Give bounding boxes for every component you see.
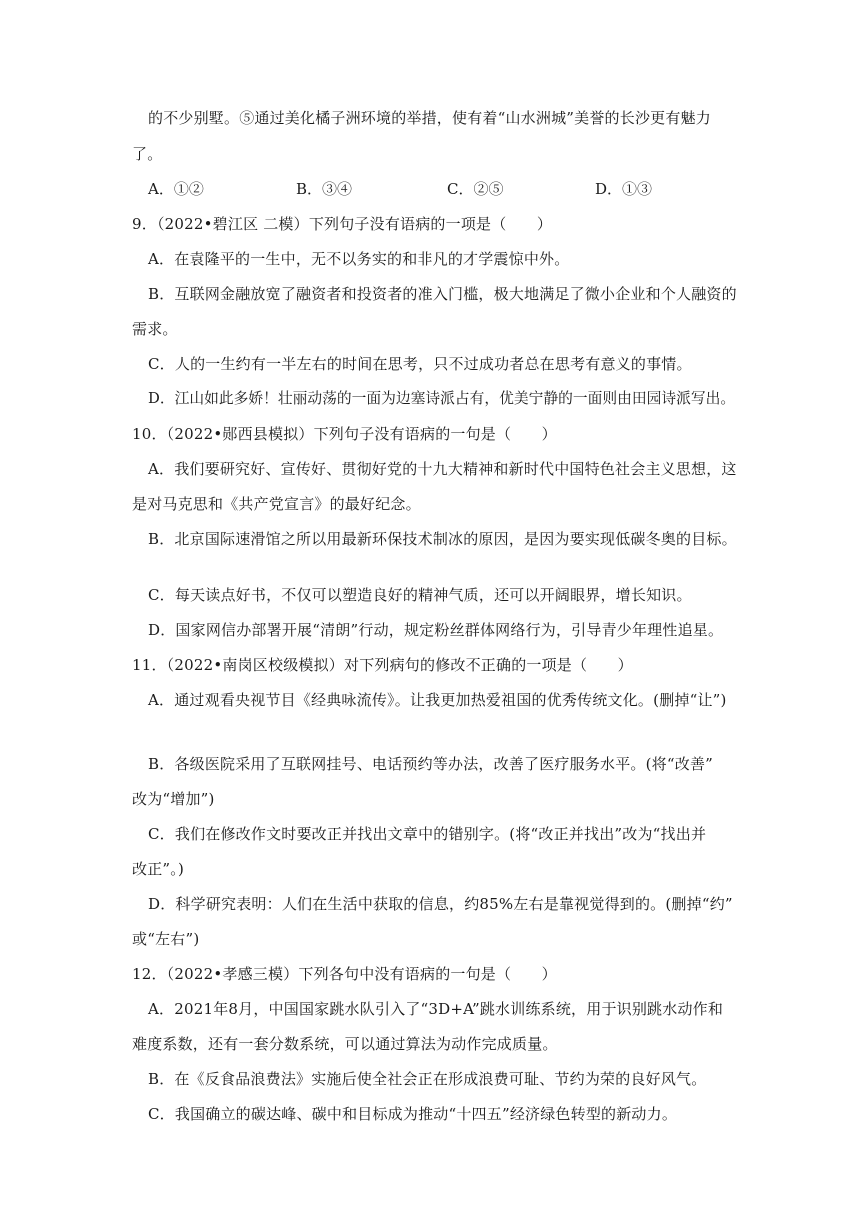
- q9-option-b-line-2: 需求。: [132, 320, 178, 338]
- q12-stem: 12．（2022•孝感三模）下列各句中没有语病的一句是（ ）: [132, 965, 557, 983]
- q12-option-a-line-1: A．2021年8月，中国国家跳水队引入了“3D+A”跳水训练系统，用于识别跳水动作和: [148, 1000, 724, 1018]
- q8-option-d: D．①③: [595, 180, 653, 198]
- q10-option-a-line-1: A．我们要研究好、宣传好、贯彻好党的十九大精神和新时代中国特色社会主义思想，这: [148, 460, 737, 478]
- q9-option-a: A．在袁隆平的一生中，无不以务实的和非凡的才学震惊中外。: [148, 250, 570, 268]
- q11-option-c-line-1: C．我们在修改作文时要改正并找出文章中的错别字。(将“改正并找出”改为“找出并: [148, 825, 707, 843]
- q10-option-c: C．每天读点好书，不仅可以塑造良好的精神气质，还可以开阔眼界，增长知识。: [148, 586, 692, 604]
- q8-line-2: 了。: [132, 145, 163, 163]
- q8-option-b: B．③④: [296, 180, 353, 198]
- q10-stem: 10．（2022•郧西县模拟）下列句子没有语病的一句是（ ）: [132, 425, 557, 443]
- q11-option-d-line-1: D．科学研究表明：人们在生活中获取的信息，约85%左右是靠视觉得到的。(删掉“约”: [148, 895, 733, 913]
- q9-option-b-line-1: B．互联网金融放宽了融资者和投资者的准入门槛，极大地满足了微小企业和个人融资的: [148, 285, 737, 303]
- q9-option-d: D．江山如此多娇！壮丽动荡的一面为边塞诗派占有，优美宁静的一面则由田园诗派写出。: [148, 390, 736, 407]
- q8-line-1: 的不少别墅。⑤通过美化橘子洲环境的举措，使有着“山水洲城”美誉的长沙更有魅力: [148, 109, 711, 127]
- q8-options: [148, 179, 748, 199]
- q11-option-d-line-2: 或“左右”): [132, 930, 200, 948]
- q10-option-b: B．北京国际速滑馆之所以用最新环保技术制冰的原因，是因为要实现低碳冬奥的目标。: [148, 530, 737, 548]
- q10-option-a-line-2: 是对马克思和《共产党宣言》的最好纪念。: [132, 495, 421, 513]
- q12-option-b: B．在《反食品浪费法》实施后使全社会正在形成浪费可耻、节约为荣的良好风气。: [148, 1070, 707, 1088]
- q11-option-a: A．通过观看央视节目《经典咏流传》。让我更加热爱祖国的优秀传统文化。(删掉“让”): [148, 691, 727, 709]
- q9-stem: 9．（2022•碧江区 二模）下列句子没有语病的一项是（ ）: [132, 215, 553, 233]
- q11-option-b-line-1: B．各级医院采用了互联网挂号、电话预约等办法，改善了医疗服务水平。(将“改善”: [148, 755, 714, 773]
- q12-option-c: C．我国确立的碳达峰、碳中和目标成为推动“十四五”经济绿色转型的新动力。: [148, 1105, 678, 1123]
- q11-stem: 11．（2022•南岗区校级模拟）对下列病句的修改不正确的一项是（ ）: [132, 656, 633, 674]
- q11-option-b-line-2: 改为“增加”): [132, 790, 215, 808]
- q9-option-c: C．人的一生约有一半左右的时间在思考，只不过成功者总在思考有意义的事情。: [148, 355, 692, 373]
- q10-option-d: D．国家网信办部署开展“清朗”行动，规定粉丝群体网络行为，引导青少年理性追星。: [148, 621, 724, 639]
- q8-option-c: C．②⑤: [447, 180, 504, 198]
- q8-option-a: A．①②: [148, 180, 204, 198]
- q12-option-a-line-2: 难度系数，还有一套分数系统，可以通过算法为动作完成质量。: [132, 1035, 558, 1053]
- q11-option-c-line-2: 改正”。): [132, 860, 185, 878]
